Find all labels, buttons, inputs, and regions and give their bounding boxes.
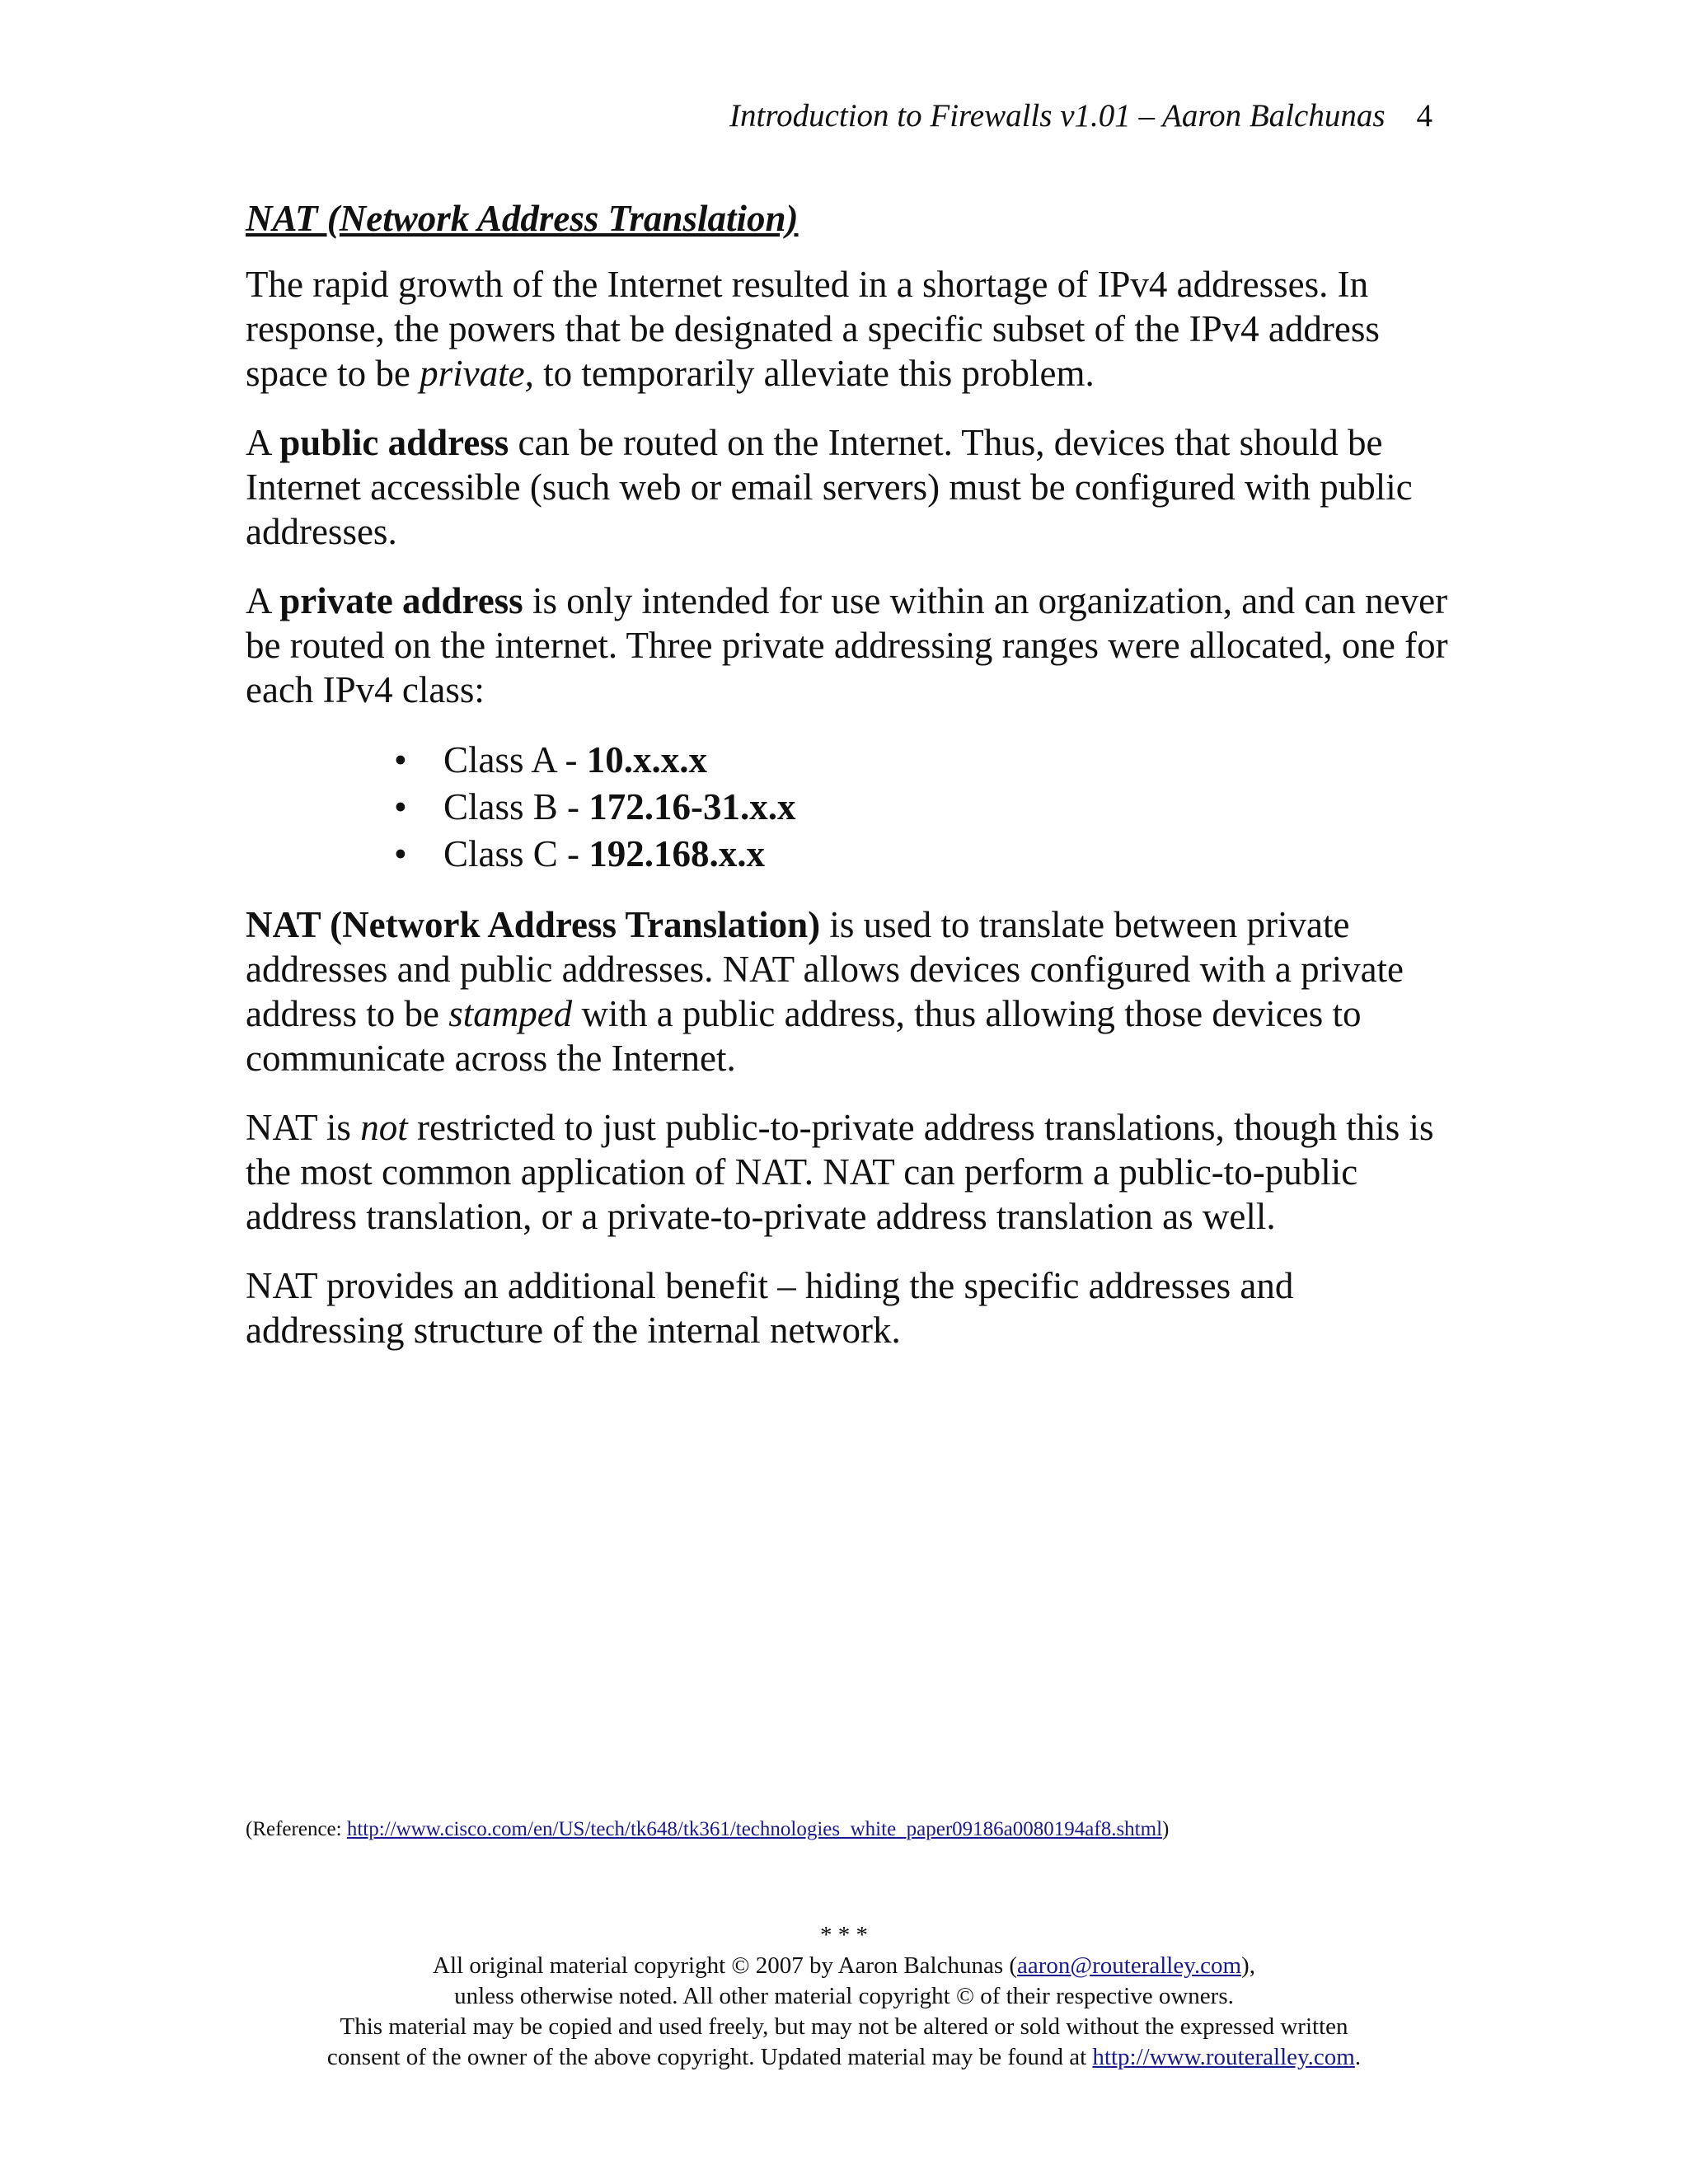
- copyright-footer: [0, 1920, 1688, 2073]
- class-range: 172.16-31.x.x: [588, 786, 796, 827]
- paragraph-nat-benefit: NAT provides an additional benefit – hiding the specific addresses and addressing structure of the internal network.: [246, 1265, 1294, 1351]
- text-run: consent of the owner of the above copyright. Updated material may be found at: [326, 2044, 1093, 2070]
- emphasis-private: private,: [420, 353, 534, 394]
- text-run: restricted to just public-to-private address translations, though this is the most common application of NAT. NAT can perform a public-to-public address translation, or a private-to-private address translation as well.: [246, 1107, 1434, 1237]
- footer-line: [0, 1951, 1688, 1981]
- bullet-icon: •: [394, 786, 407, 827]
- footer-separator: * * *: [820, 1922, 868, 1948]
- header-title: Introduction to Firewalls v1.01 – Aaron Balchunas: [729, 98, 1386, 134]
- paragraph-intro: [246, 262, 1449, 396]
- text-run: is only intended for use within an organization, and can never be routed on the internet. Three private addressing ranges were allocated, one for each IPv4 class:: [246, 580, 1448, 710]
- page-number: 4: [1416, 98, 1432, 134]
- text-run: to temporarily alleviate this problem.: [533, 353, 1095, 394]
- text-run: All original material copyright © 2007 by Aaron Balchunas (: [433, 1952, 1018, 1979]
- term-nat: NAT (Network Address Translation): [246, 904, 821, 945]
- class-label: Class C -: [443, 833, 589, 874]
- paragraph-public-address: [246, 420, 1449, 554]
- list-item: [394, 737, 1449, 784]
- text-run: The rapid growth of the Internet resulted in a shortage of IPv4 addresses. In response, the powers that be designated a specific subset of the IPv4 address space to be: [246, 264, 1380, 394]
- text-run: A: [246, 580, 280, 621]
- reference-link[interactable]: http://www.cisco.com/en/US/tech/tk648/tk361/technologies_white_paper09186a0080194af8.shtml: [346, 1818, 1163, 1840]
- email-link[interactable]: aaron@routeralley.com: [1017, 1952, 1242, 1979]
- text-run: .: [1354, 2044, 1362, 2070]
- main-content: [246, 196, 1449, 1377]
- text-run: (Reference:: [246, 1818, 347, 1840]
- class-label: Class A -: [443, 739, 587, 780]
- footer-line: unless otherwise noted. All other material copyright © of their respective owners.: [454, 1983, 1234, 2009]
- text-run: NAT is: [246, 1107, 361, 1148]
- term-public-address: public address: [279, 422, 509, 463]
- list-item: [394, 831, 1449, 878]
- text-run: ),: [1241, 1952, 1255, 1979]
- footer-line: [0, 2042, 1688, 2073]
- emphasis-stamped: stamped: [448, 993, 573, 1034]
- text-run: is used to translate between private addresses and public addresses. NAT allows devices configured with a private address to be: [246, 904, 1404, 1034]
- term-private-address: private address: [279, 580, 523, 621]
- text-run: can be routed on the Internet. Thus, devices that should be Internet accessible (such web or email servers) must be configured with public addresses.: [246, 422, 1413, 552]
- list-item: [394, 784, 1449, 831]
- paragraph-nat-definition: [246, 902, 1449, 1080]
- text-run: with a public address, thus allowing those devices to communicate across the Internet.: [246, 993, 1362, 1079]
- private-ranges-list: [246, 737, 1449, 878]
- page-header: [729, 97, 1432, 134]
- text-run: ): [1162, 1818, 1170, 1840]
- paragraph-private-address: [246, 579, 1449, 712]
- bullet-icon: •: [394, 739, 407, 780]
- paragraph-nat-types: [246, 1105, 1449, 1239]
- class-label: Class B -: [443, 786, 589, 827]
- emphasis-not: not: [360, 1107, 408, 1148]
- website-link[interactable]: http://www.routeralley.com: [1092, 2044, 1355, 2070]
- footer-line: This material may be copied and used freely, but may not be altered or sold without the expressed written: [340, 2013, 1348, 2040]
- text-run: A: [246, 422, 280, 463]
- reference-note: [246, 1818, 1169, 1841]
- section-heading: NAT (Network Address Translation): [246, 198, 799, 239]
- bullet-icon: •: [394, 833, 407, 874]
- class-range: 192.168.x.x: [588, 833, 766, 874]
- class-range: 10.x.x.x: [586, 739, 708, 780]
